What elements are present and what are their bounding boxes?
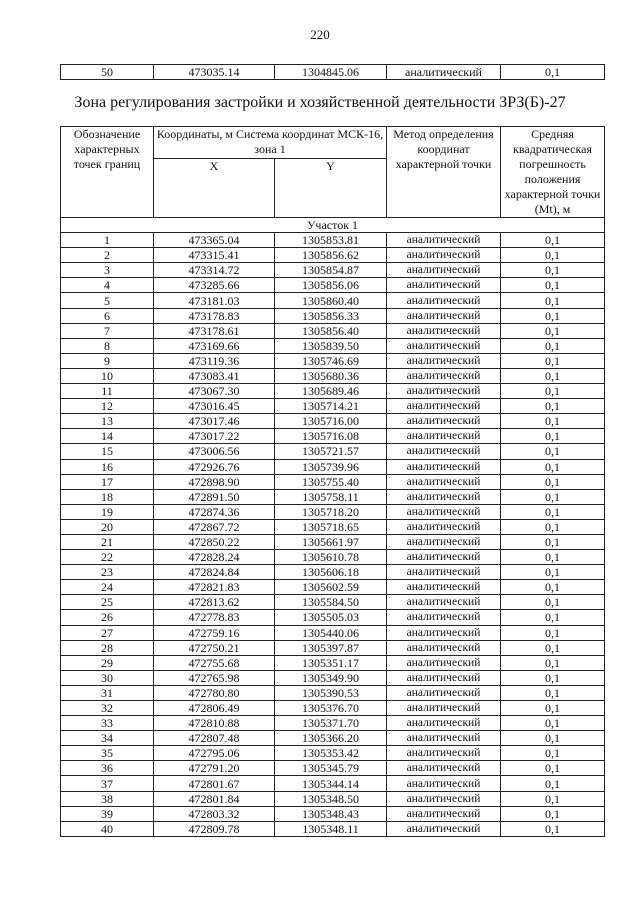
- method-cell: аналитический: [387, 308, 501, 323]
- x-coordinate-cell: 472898.90: [154, 474, 275, 489]
- point-id-cell: 23: [61, 565, 154, 580]
- x-coordinate-cell: 473365.04: [154, 233, 275, 248]
- method-cell: аналитический: [387, 474, 501, 489]
- error-cell: 0,1: [501, 746, 605, 761]
- method-cell: аналитический: [387, 701, 501, 716]
- x-coordinate-cell: 473016.45: [154, 399, 275, 414]
- point-id-cell: 39: [61, 806, 154, 821]
- error-cell: 0,1: [501, 519, 605, 534]
- header-row: [61, 127, 605, 159]
- x-coordinate-cell: 473315.41: [154, 248, 275, 263]
- method-cell: аналитический: [387, 263, 501, 278]
- y-coordinate-cell: 1305680.36: [275, 368, 387, 383]
- error-cell: 0,1: [501, 444, 605, 459]
- x-coordinate-cell: 473006.56: [154, 444, 275, 459]
- point-id-cell: 25: [61, 595, 154, 610]
- method-cell: аналитический: [387, 248, 501, 263]
- x-coordinate-cell: 472813.62: [154, 595, 275, 610]
- point-id-cell: 15: [61, 444, 154, 459]
- method-cell: аналитический: [387, 353, 501, 368]
- point-id-cell: 34: [61, 731, 154, 746]
- method-cell: аналитический: [387, 323, 501, 338]
- y-coordinate-cell: 1305344.14: [275, 776, 387, 791]
- error-cell: 0,1: [501, 595, 605, 610]
- y-coordinate-cell: 1305348.11: [275, 821, 387, 836]
- method-cell: аналитический: [387, 489, 501, 504]
- x-coordinate-cell: 472759.16: [154, 625, 275, 640]
- x-coordinate-cell: 472807.48: [154, 731, 275, 746]
- table-row: [61, 701, 605, 716]
- x-coordinate-cell: 472891.50: [154, 489, 275, 504]
- error-cell: 0,1: [501, 263, 605, 278]
- error-cell: 0,1: [501, 65, 605, 80]
- y-coordinate-cell: 1305348.50: [275, 791, 387, 806]
- error-cell: 0,1: [501, 414, 605, 429]
- method-cell: аналитический: [387, 580, 501, 595]
- table-row: [61, 519, 605, 534]
- table-row: [61, 821, 605, 836]
- table-row: [61, 338, 605, 353]
- method-cell: аналитический: [387, 368, 501, 383]
- table-row: [61, 489, 605, 504]
- point-id-cell: 10: [61, 368, 154, 383]
- y-coordinate-cell: 1305746.69: [275, 353, 387, 368]
- method-cell: аналитический: [387, 293, 501, 308]
- point-id-cell: 5: [61, 293, 154, 308]
- table-row: [61, 776, 605, 791]
- table-row: [61, 429, 605, 444]
- y-coordinate-cell: 1305345.79: [275, 761, 387, 776]
- y-coordinate-cell: 1305716.00: [275, 414, 387, 429]
- y-coordinate-cell: 1305856.40: [275, 323, 387, 338]
- x-coordinate-cell: 472850.22: [154, 534, 275, 549]
- point-id-cell: 26: [61, 610, 154, 625]
- error-cell: 0,1: [501, 368, 605, 383]
- method-cell: аналитический: [387, 504, 501, 519]
- error-cell: 0,1: [501, 701, 605, 716]
- method-cell: аналитический: [387, 595, 501, 610]
- method-cell: аналитический: [387, 65, 501, 80]
- x-coordinate-cell: 472801.84: [154, 791, 275, 806]
- method-cell: аналитический: [387, 233, 501, 248]
- table-row: [61, 625, 605, 640]
- point-id-cell: 36: [61, 761, 154, 776]
- point-id-cell: 33: [61, 716, 154, 731]
- y-coordinate-cell: 1305505.03: [275, 610, 387, 625]
- x-coordinate-cell: 472806.49: [154, 701, 275, 716]
- x-coordinate-cell: 472801.67: [154, 776, 275, 791]
- y-coordinate-cell: 1305854.87: [275, 263, 387, 278]
- page-number: 220: [310, 27, 330, 42]
- error-cell: 0,1: [501, 293, 605, 308]
- section-label: Участок 1: [61, 218, 605, 233]
- x-coordinate-cell: 473178.83: [154, 308, 275, 323]
- error-cell: 0,1: [501, 670, 605, 685]
- method-cell: аналитический: [387, 761, 501, 776]
- table-row: [61, 746, 605, 761]
- table-row: [61, 655, 605, 670]
- x-coordinate-cell: 473035.14: [154, 65, 275, 80]
- method-cell: аналитический: [387, 459, 501, 474]
- y-coordinate-cell: 1305606.18: [275, 565, 387, 580]
- error-cell: 0,1: [501, 685, 605, 700]
- y-coordinate-cell: 1305602.59: [275, 580, 387, 595]
- table-row: [61, 278, 605, 293]
- x-coordinate-cell: 472750.21: [154, 640, 275, 655]
- x-coordinate-cell: 473119.36: [154, 353, 275, 368]
- point-id-cell: 18: [61, 489, 154, 504]
- method-cell: аналитический: [387, 278, 501, 293]
- coordinates-table: [60, 126, 605, 837]
- error-cell: 0,1: [501, 278, 605, 293]
- table-row: [61, 444, 605, 459]
- x-coordinate-cell: 472828.24: [154, 550, 275, 565]
- point-id-cell: 20: [61, 519, 154, 534]
- table-row: [61, 670, 605, 685]
- y-coordinate-cell: 1305397.87: [275, 640, 387, 655]
- point-id-cell: 17: [61, 474, 154, 489]
- y-coordinate-cell: 1305714.21: [275, 399, 387, 414]
- x-coordinate-cell: 472778.83: [154, 610, 275, 625]
- point-id-cell: 7: [61, 323, 154, 338]
- table-row: [61, 595, 605, 610]
- method-cell: аналитический: [387, 821, 501, 836]
- method-cell: аналитический: [387, 791, 501, 806]
- method-cell: аналитический: [387, 550, 501, 565]
- point-id-cell: 21: [61, 534, 154, 549]
- error-cell: 0,1: [501, 806, 605, 821]
- x-coordinate-cell: 473083.41: [154, 368, 275, 383]
- x-coordinate-cell: 472780.80: [154, 685, 275, 700]
- method-cell: аналитический: [387, 685, 501, 700]
- error-cell: 0,1: [501, 655, 605, 670]
- x-coordinate-cell: 473181.03: [154, 293, 275, 308]
- error-cell: 0,1: [501, 640, 605, 655]
- point-id-cell: 4: [61, 278, 154, 293]
- method-cell: аналитический: [387, 625, 501, 640]
- method-header: Метод определения координат характерной точки: [387, 127, 501, 218]
- table-row: [61, 550, 605, 565]
- error-cell: 0,1: [501, 565, 605, 580]
- error-cell: 0,1: [501, 248, 605, 263]
- point-id-cell: 3: [61, 263, 154, 278]
- table-row: [61, 761, 605, 776]
- point-id-cell: 14: [61, 429, 154, 444]
- y-coordinate-cell: 1305716.08: [275, 429, 387, 444]
- point-id-cell: 6: [61, 308, 154, 323]
- x-coordinate-cell: 472821.83: [154, 580, 275, 595]
- y-coordinate-cell: 1305371.70: [275, 716, 387, 731]
- y-coordinate-cell: 1305718.65: [275, 519, 387, 534]
- y-coordinate-cell: 1305856.33: [275, 308, 387, 323]
- error-cell: 0,1: [501, 761, 605, 776]
- method-cell: аналитический: [387, 414, 501, 429]
- point-id-cell: 9: [61, 353, 154, 368]
- method-cell: аналитический: [387, 731, 501, 746]
- point-id-cell: 35: [61, 746, 154, 761]
- point-id-cell: 22: [61, 550, 154, 565]
- y-coordinate-cell: 1305584.50: [275, 595, 387, 610]
- y-coordinate-cell: 1305839.50: [275, 338, 387, 353]
- x-coordinate-cell: 472755.68: [154, 655, 275, 670]
- point-id-cell: 50: [61, 65, 154, 80]
- point-id-cell: 24: [61, 580, 154, 595]
- y-coordinate-cell: 1305758.11: [275, 489, 387, 504]
- x-coordinate-cell: 473067.30: [154, 384, 275, 399]
- y-coordinate-cell: 1305610.78: [275, 550, 387, 565]
- x-coordinate-cell: 472926.76: [154, 459, 275, 474]
- error-cell: 0,1: [501, 459, 605, 474]
- error-cell: 0,1: [501, 731, 605, 746]
- y-coordinate-cell: 1305739.96: [275, 459, 387, 474]
- point-id-cell: 12: [61, 399, 154, 414]
- x-coordinate-cell: 472874.36: [154, 504, 275, 519]
- y-coordinate-cell: 1305440.06: [275, 625, 387, 640]
- method-cell: аналитический: [387, 670, 501, 685]
- y-coordinate-cell: 1305390.53: [275, 685, 387, 700]
- x-coordinate-cell: 473314.72: [154, 263, 275, 278]
- x-coordinate-cell: 472810.88: [154, 716, 275, 731]
- point-id-cell: 11: [61, 384, 154, 399]
- table-row: [61, 384, 605, 399]
- table-row: [61, 565, 605, 580]
- y-coordinate-cell: 1305351.17: [275, 655, 387, 670]
- point-id-cell: 29: [61, 655, 154, 670]
- error-cell: 0,1: [501, 504, 605, 519]
- point-id-cell: 32: [61, 701, 154, 716]
- error-cell: 0,1: [501, 776, 605, 791]
- point-id-cell: 19: [61, 504, 154, 519]
- method-cell: аналитический: [387, 610, 501, 625]
- table-row: [61, 610, 605, 625]
- designation-header: Обозначение характерных точек границ: [61, 127, 154, 218]
- table-row: [61, 474, 605, 489]
- point-id-cell: 27: [61, 625, 154, 640]
- table-row: [61, 353, 605, 368]
- x-coordinate-cell: 472809.78: [154, 821, 275, 836]
- error-cell: 0,1: [501, 323, 605, 338]
- x-coordinate-cell: 472765.98: [154, 670, 275, 685]
- method-cell: аналитический: [387, 429, 501, 444]
- x-coordinate-cell: 472867.72: [154, 519, 275, 534]
- method-cell: аналитический: [387, 716, 501, 731]
- error-cell: 0,1: [501, 716, 605, 731]
- error-cell: 0,1: [501, 610, 605, 625]
- table-row: [61, 534, 605, 549]
- error-cell: 0,1: [501, 821, 605, 836]
- point-id-cell: 28: [61, 640, 154, 655]
- section-row: [61, 218, 605, 233]
- error-cell: 0,1: [501, 580, 605, 595]
- table-row: [61, 293, 605, 308]
- table-row: [61, 233, 605, 248]
- error-cell: 0,1: [501, 534, 605, 549]
- error-cell: 0,1: [501, 791, 605, 806]
- error-cell: 0,1: [501, 353, 605, 368]
- table-row: [61, 248, 605, 263]
- point-id-cell: 1: [61, 233, 154, 248]
- method-cell: аналитический: [387, 565, 501, 580]
- y-coordinate-cell: 1305856.06: [275, 278, 387, 293]
- point-id-cell: 30: [61, 670, 154, 685]
- table-row: [61, 640, 605, 655]
- y-coordinate-cell: 1305856.62: [275, 248, 387, 263]
- y-coordinate-cell: 1305349.90: [275, 670, 387, 685]
- point-id-cell: 31: [61, 685, 154, 700]
- x-coordinate-cell: 472824.84: [154, 565, 275, 580]
- error-cell: 0,1: [501, 429, 605, 444]
- previous-table-continuation: [60, 64, 605, 80]
- method-cell: аналитический: [387, 519, 501, 534]
- x-coordinate-cell: 472791.20: [154, 761, 275, 776]
- error-cell: 0,1: [501, 625, 605, 640]
- zone-title: Зона регулирования застройки и хозяйственной деятельности ЗРЗ(Б)-27: [74, 94, 566, 111]
- x-coordinate-cell: 472795.06: [154, 746, 275, 761]
- point-id-cell: 38: [61, 791, 154, 806]
- y-coordinate-cell: 1305353.42: [275, 746, 387, 761]
- y-coordinate-cell: 1305661.97: [275, 534, 387, 549]
- y-coordinate-cell: 1305755.40: [275, 474, 387, 489]
- x-coordinate-cell: 472803.32: [154, 806, 275, 821]
- method-cell: аналитический: [387, 806, 501, 821]
- table-row: [61, 731, 605, 746]
- x-coordinate-cell: 473017.46: [154, 414, 275, 429]
- y-coordinate-cell: 1305853.81: [275, 233, 387, 248]
- method-cell: аналитический: [387, 640, 501, 655]
- point-id-cell: 16: [61, 459, 154, 474]
- error-cell: 0,1: [501, 338, 605, 353]
- method-cell: аналитический: [387, 384, 501, 399]
- table-row: [61, 263, 605, 278]
- y-coordinate-cell: 1305689.46: [275, 384, 387, 399]
- method-cell: аналитический: [387, 534, 501, 549]
- x-coordinate-cell: 473169.66: [154, 338, 275, 353]
- x-coordinate-cell: 473178.61: [154, 323, 275, 338]
- method-cell: аналитический: [387, 444, 501, 459]
- error-cell: 0,1: [501, 489, 605, 504]
- x-coordinate-cell: 473017.22: [154, 429, 275, 444]
- table-row: [61, 399, 605, 414]
- table-row: [61, 806, 605, 821]
- table-row: [61, 685, 605, 700]
- point-id-cell: 2: [61, 248, 154, 263]
- table-row: [61, 504, 605, 519]
- table-row: [61, 368, 605, 383]
- y-coordinate-cell: 1305860.40: [275, 293, 387, 308]
- coordinates-header: Координаты, м Система координат МСК-16, зона 1: [154, 127, 387, 159]
- y-coordinate-cell: 1305376.70: [275, 701, 387, 716]
- method-cell: аналитический: [387, 776, 501, 791]
- table-row: [61, 323, 605, 338]
- error-header: Средняя квадратическая погрешность положения характерной точки (Mt), м: [501, 127, 605, 218]
- method-cell: аналитический: [387, 655, 501, 670]
- method-cell: аналитический: [387, 399, 501, 414]
- table-row: [61, 716, 605, 731]
- y-header: Y: [275, 159, 387, 218]
- table-row: [61, 459, 605, 474]
- y-coordinate-cell: 1305348.43: [275, 806, 387, 821]
- y-coordinate-cell: 1305366.20: [275, 731, 387, 746]
- error-cell: 0,1: [501, 399, 605, 414]
- method-cell: аналитический: [387, 338, 501, 353]
- error-cell: 0,1: [501, 550, 605, 565]
- error-cell: 0,1: [501, 384, 605, 399]
- table-row: [61, 414, 605, 429]
- method-cell: аналитический: [387, 746, 501, 761]
- x-coordinate-cell: 473285.66: [154, 278, 275, 293]
- point-id-cell: 8: [61, 338, 154, 353]
- error-cell: 0,1: [501, 308, 605, 323]
- y-coordinate-cell: 1304845.06: [275, 65, 387, 80]
- table-row: [61, 580, 605, 595]
- error-cell: 0,1: [501, 233, 605, 248]
- y-coordinate-cell: 1305718.20: [275, 504, 387, 519]
- point-id-cell: 40: [61, 821, 154, 836]
- point-id-cell: 13: [61, 414, 154, 429]
- table-row: [61, 791, 605, 806]
- table-row: [61, 308, 605, 323]
- error-cell: 0,1: [501, 474, 605, 489]
- y-coordinate-cell: 1305721.57: [275, 444, 387, 459]
- point-id-cell: 37: [61, 776, 154, 791]
- x-header: X: [154, 159, 275, 218]
- table-row: [61, 65, 605, 80]
